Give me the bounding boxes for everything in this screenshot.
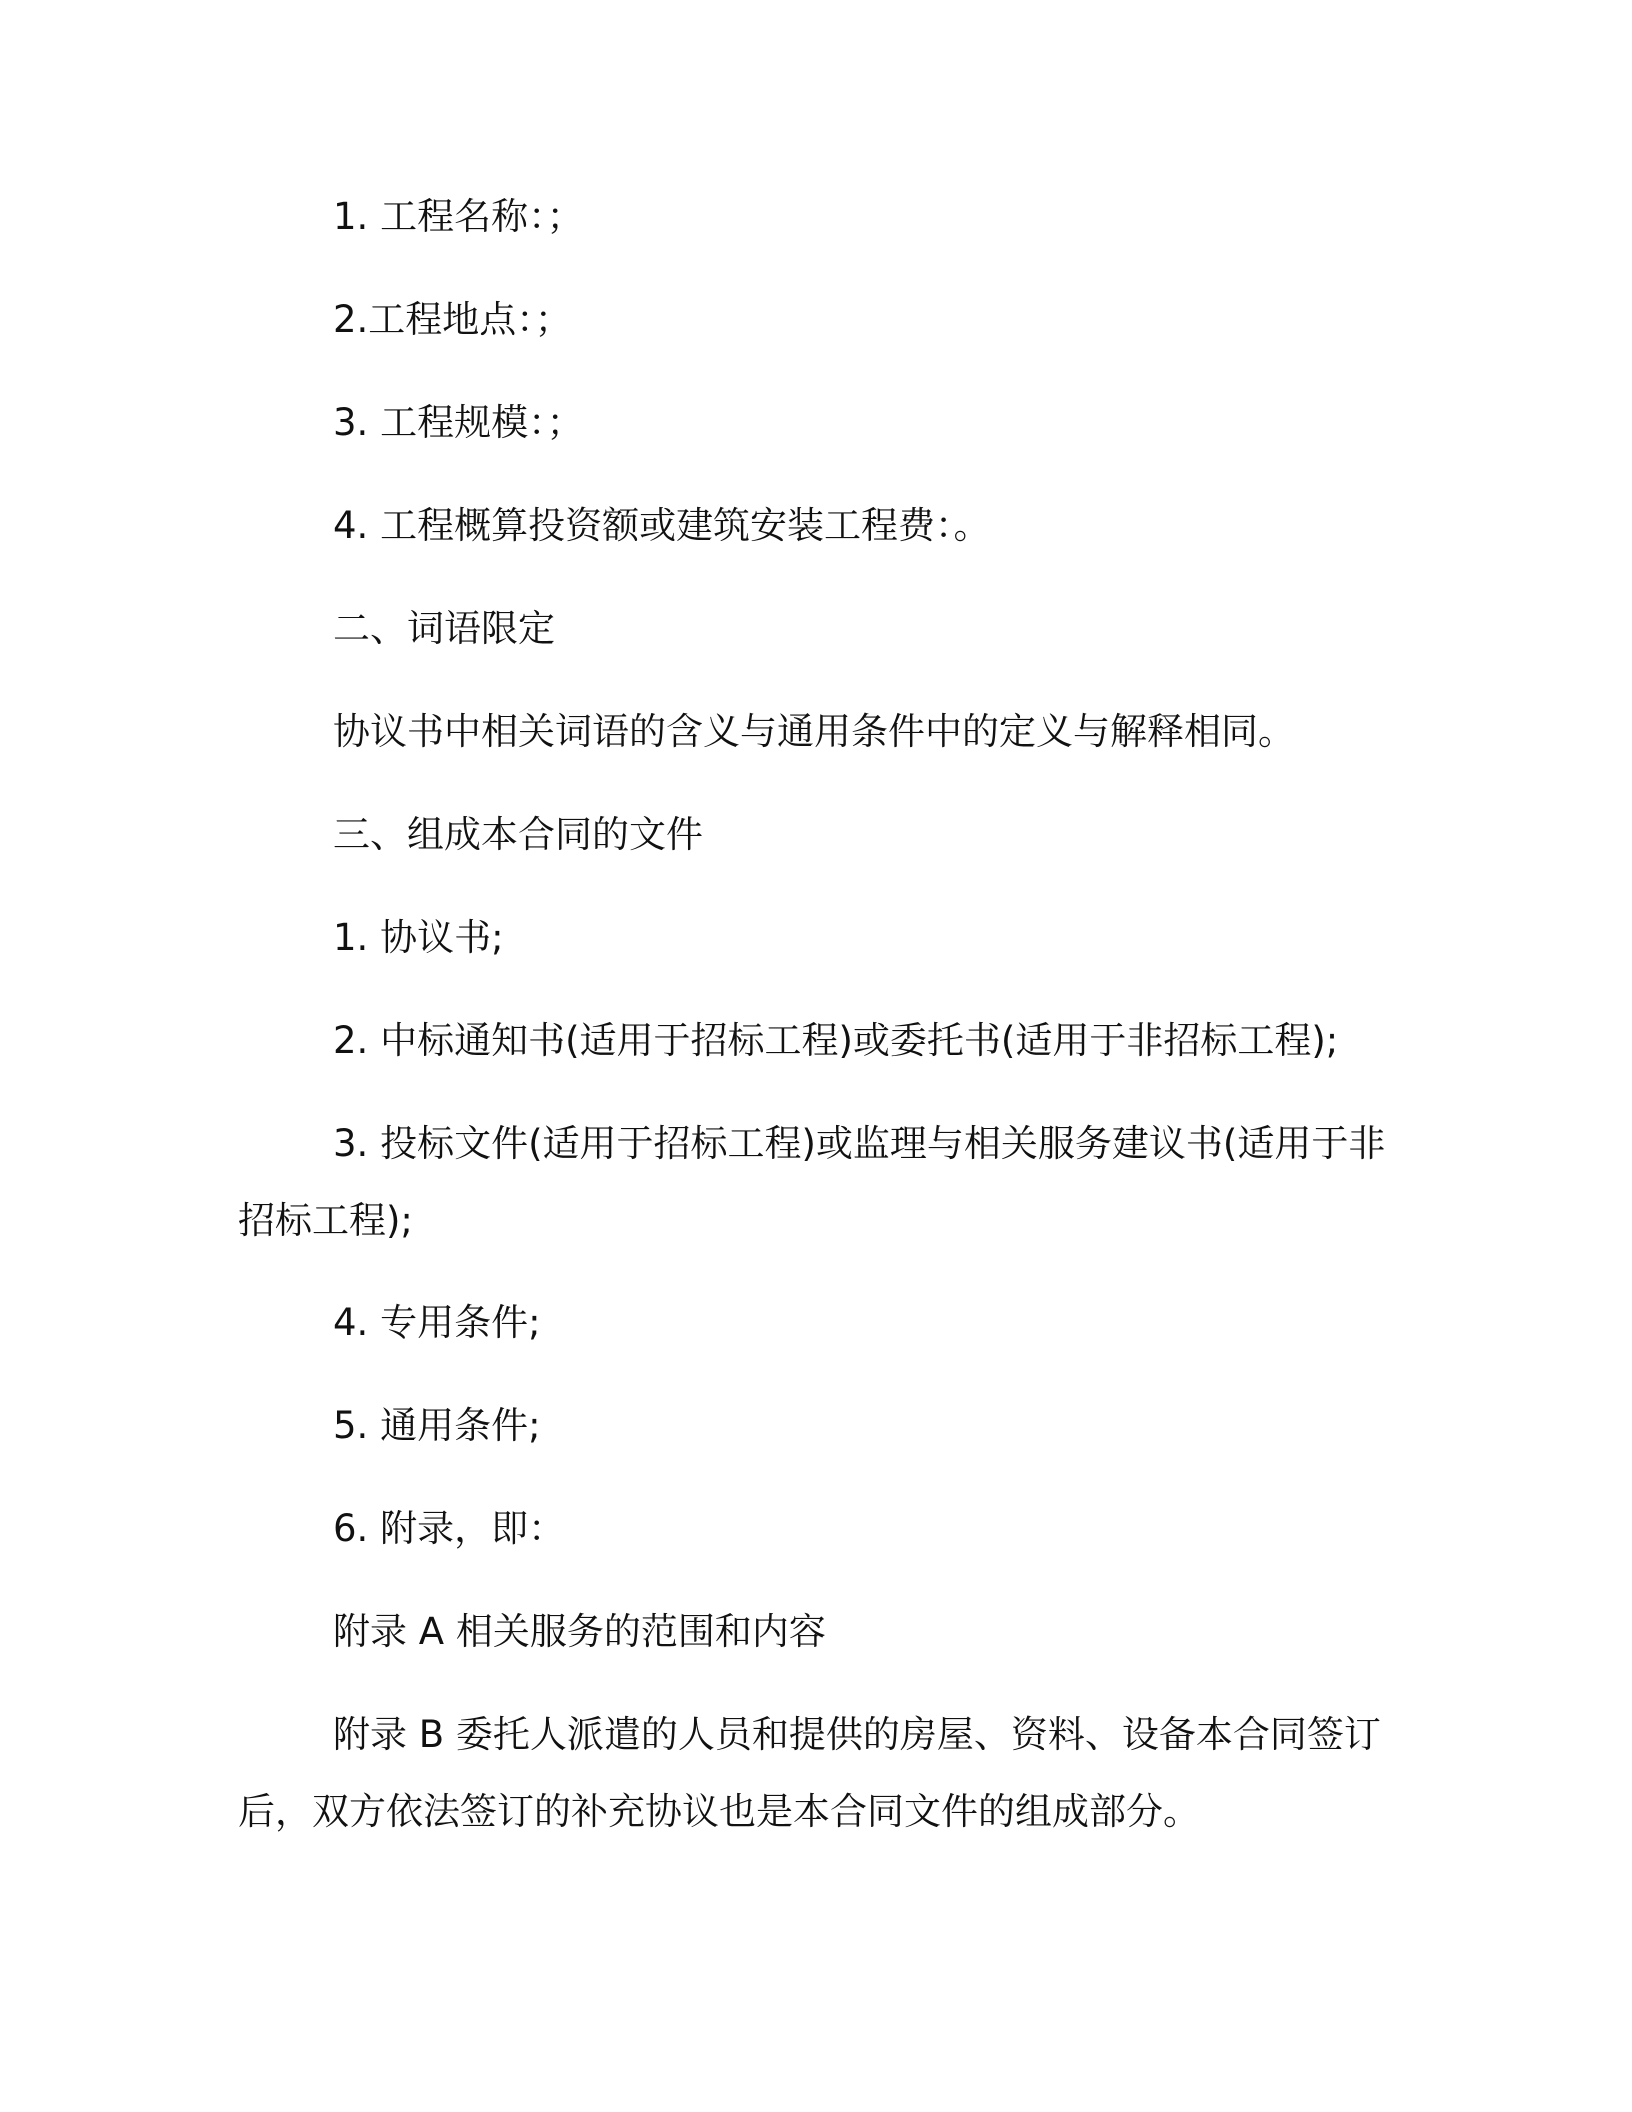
paragraph-terms-definition: 协议书中相关词语的含义与通用条件中的定义与解释相同。 xyxy=(333,710,1295,753)
list-item-special-conditions: 4. 专用条件; xyxy=(333,1301,541,1344)
section-heading-contract-documents: 三、组成本合同的文件 xyxy=(333,813,703,856)
appendix-a: 附录 A 相关服务的范围和内容 xyxy=(333,1610,826,1653)
list-item-appendix: 6. 附录，即： xyxy=(333,1507,566,1550)
section-heading-terms: 二、词语限定 xyxy=(333,607,555,650)
list-item-award-notice: 2. 中标通知书(适用于招标工程)或委托书(适用于非招标工程); xyxy=(333,1019,1339,1062)
list-item-agreement: 1. 协议书; xyxy=(333,916,504,959)
list-item-general-conditions: 5. 通用条件; xyxy=(333,1404,541,1447)
appendix-b: 附录 B 委托人派遣的人员和提供的房屋、资料、设备本合同签订后，双方依法签订的补充协议也是本合同文件的组成部分。 xyxy=(238,1713,1381,1833)
paragraph-project-name: 1. 工程名称：； xyxy=(333,195,584,238)
list-item-bid-documents: 3. 投标文件(适用于招标工程)或监理与相关服务建议书(适用于非招标工程); xyxy=(238,1122,1386,1242)
paragraph-project-scale: 3. 工程规模：； xyxy=(333,401,584,444)
paragraph-project-location: 2.工程地点：； xyxy=(333,298,572,341)
paragraph-project-budget: 4. 工程概算投资额或建筑安装工程费：。 xyxy=(333,504,991,547)
